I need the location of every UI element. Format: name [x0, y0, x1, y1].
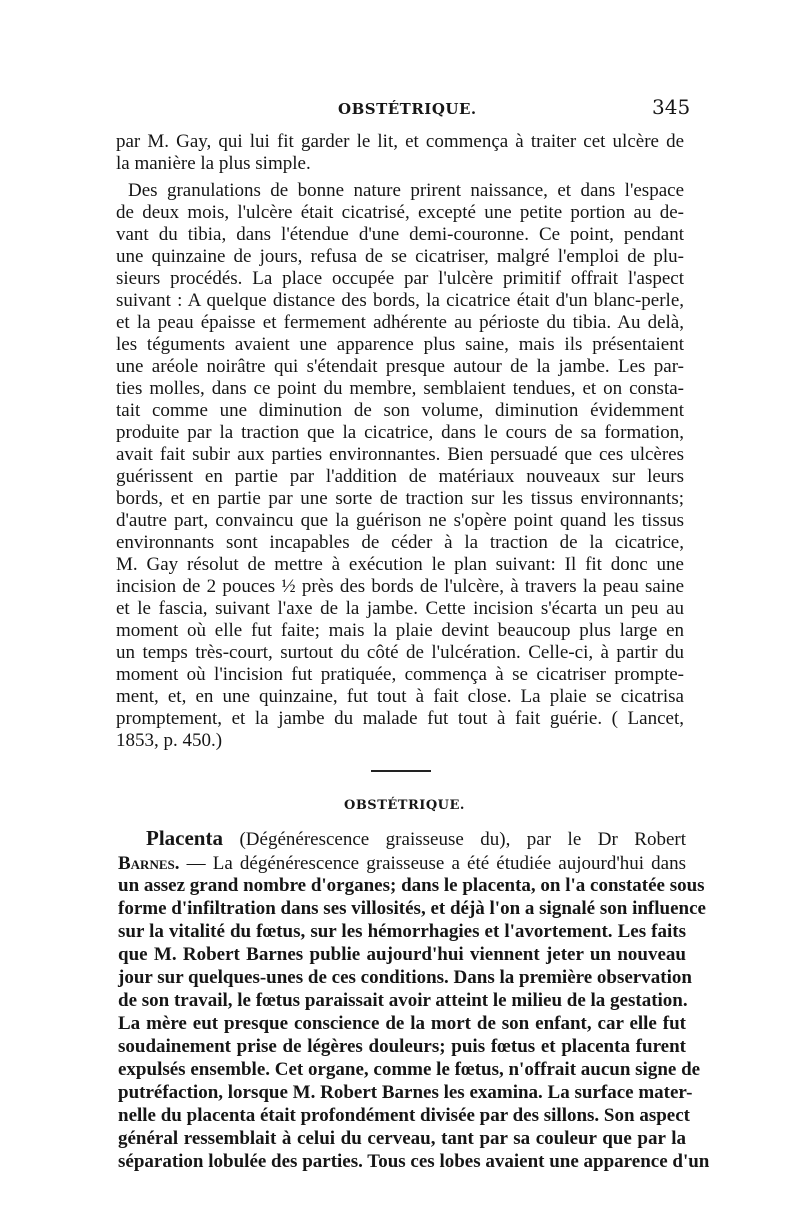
- text-line: guérissent en partie par l'addition de matériaux nouveaux sur leurs: [116, 466, 684, 487]
- text-line: nelle du placenta était profondément divisée par des sillons. Son aspect: [118, 1105, 690, 1126]
- text-line: expulsés ensemble. Cet organe, comme le fœtus, n'offrait aucun signe de: [118, 1059, 701, 1080]
- text-line: que M. Robert Barnes publie aujourd'hui viennent jeter un nouveau: [118, 944, 686, 965]
- text-line: Des granulations de bonne nature prirent naissance, et dans l'espace: [128, 180, 684, 201]
- text-line: séparation lobulée des parties. Tous ces lobes avaient une apparence d'un: [118, 1151, 710, 1172]
- author-name: Barnes.: [118, 853, 180, 874]
- text-line: un assez grand nombre d'organes; dans le placenta, on l'a constatée sous: [118, 875, 705, 896]
- text-line: jour sur quelques-unes de ces conditions. Dans la première observation: [118, 967, 692, 988]
- text-line: [118, 853, 686, 875]
- text-line: et le fascia, suivant l'axe de la jambe. Cette incision s'écarta un peu au: [116, 598, 684, 619]
- text-line: environnants sont incapables de céder à la traction de la cicatrice,: [116, 532, 684, 553]
- page-number: 345: [652, 95, 691, 119]
- section-divider: [371, 770, 431, 772]
- text-line: putréfaction, lorsque M. Robert Barnes les examina. La surface mater-: [118, 1082, 693, 1103]
- article-heading-rest: (Dégénérescence graisseuse du), par le Dr Robert: [222, 829, 686, 850]
- text-line: 1853, p. 450.): [116, 730, 223, 751]
- text-line: bords, et en partie par une sorte de traction sur les tissus environnants;: [116, 488, 684, 509]
- text-line: la manière la plus simple.: [116, 153, 311, 174]
- text-line: incision de 2 pouces ½ près des bords de l'ulcère, à travers la peau saine: [116, 576, 684, 597]
- text-line: M. Gay résolut de mettre à exécution le plan suivant: Il fit donc une: [116, 554, 684, 575]
- running-title: OBSTÉTRIQUE.: [338, 100, 477, 118]
- text-line: soudainement prise de légères douleurs; puis fœtus et placenta furent: [118, 1036, 686, 1057]
- text-line: moment où elle fut faite; mais la plaie devint beaucoup plus large en: [116, 620, 684, 641]
- text-line: par M. Gay, qui lui fit garder le lit, et commença à traiter cet ulcère de: [116, 131, 684, 152]
- section-title: OBSTÉTRIQUE.: [344, 798, 465, 813]
- text-line: vant du tibia, dans l'étendue d'une demi-couronne. Ce point, pendant: [116, 224, 684, 245]
- text-line: et la peau épaisse et fermement adhérente au périoste du tibia. Au delà,: [116, 312, 684, 333]
- text-line: suivant : A quelque distance des bords, la cicatrice était d'un blanc-perle,: [116, 290, 684, 311]
- text-line: de son travail, le fœtus paraissait avoir atteint le milieu de la gestation.: [118, 990, 688, 1011]
- text-line: d'autre part, convaincu que la guérison ne s'opère point quand les tissus: [116, 510, 684, 531]
- text-line: ment, et, en une quinzaine, fut tout à fait close. La plaie se cicatrisa: [116, 686, 684, 707]
- text-line-rest: — La dégénérescence graisseuse a été étudiée aujourd'hui dans: [179, 853, 686, 874]
- text-line: général ressemblait à celui du cerveau, tant par sa couleur que par la: [118, 1128, 686, 1149]
- article-heading-line: [146, 827, 686, 851]
- text-line: avait fait subir aux parties environnantes. Bien persuadé que ces ulcères: [116, 444, 684, 465]
- text-line: ties molles, dans ce point du membre, semblaient tendues, et on consta-: [116, 378, 684, 399]
- text-line: sur la vitalité du fœtus, sur les hémorrhagies et l'avortement. Les faits: [118, 921, 686, 942]
- text-line: les téguments avaient une apparence plus saine, mais ils présentaient: [116, 334, 684, 355]
- text-line: une quinzaine de jours, refusa de se cicatriser, malgré l'emploi de plu-: [116, 246, 684, 267]
- text-line: produite par la traction que la cicatrice, dans le cours de sa formation,: [116, 422, 684, 443]
- article-heading: Placenta: [146, 826, 223, 850]
- text-line: un temps très-court, surtout du côté de l'ulcération. Celle-ci, à partir du: [116, 642, 684, 663]
- text-line: moment où l'incision fut pratiquée, commença à se cicatriser prompte-: [116, 664, 684, 685]
- text-line: La mère eut presque conscience de la mort de son enfant, car elle fut: [118, 1013, 686, 1034]
- text-line: sieurs procédés. La place occupée par l'ulcère primitif offrait l'aspect: [116, 268, 684, 289]
- text-line: promptement, et la jambe du malade fut tout à fait guérie. ( Lancet,: [116, 708, 684, 729]
- text-line: une aréole noirâtre qui s'étendait presque autour de la jambe. Les par-: [116, 356, 684, 377]
- text-line: forme d'infiltration dans ses villosités, et déjà l'on a signalé son influence: [118, 898, 706, 919]
- text-line: de deux mois, l'ulcère était cicatrisé, excepté une petite portion au de-: [116, 202, 684, 223]
- text-line: tait comme une diminution de son volume, diminution évidemment: [116, 400, 684, 421]
